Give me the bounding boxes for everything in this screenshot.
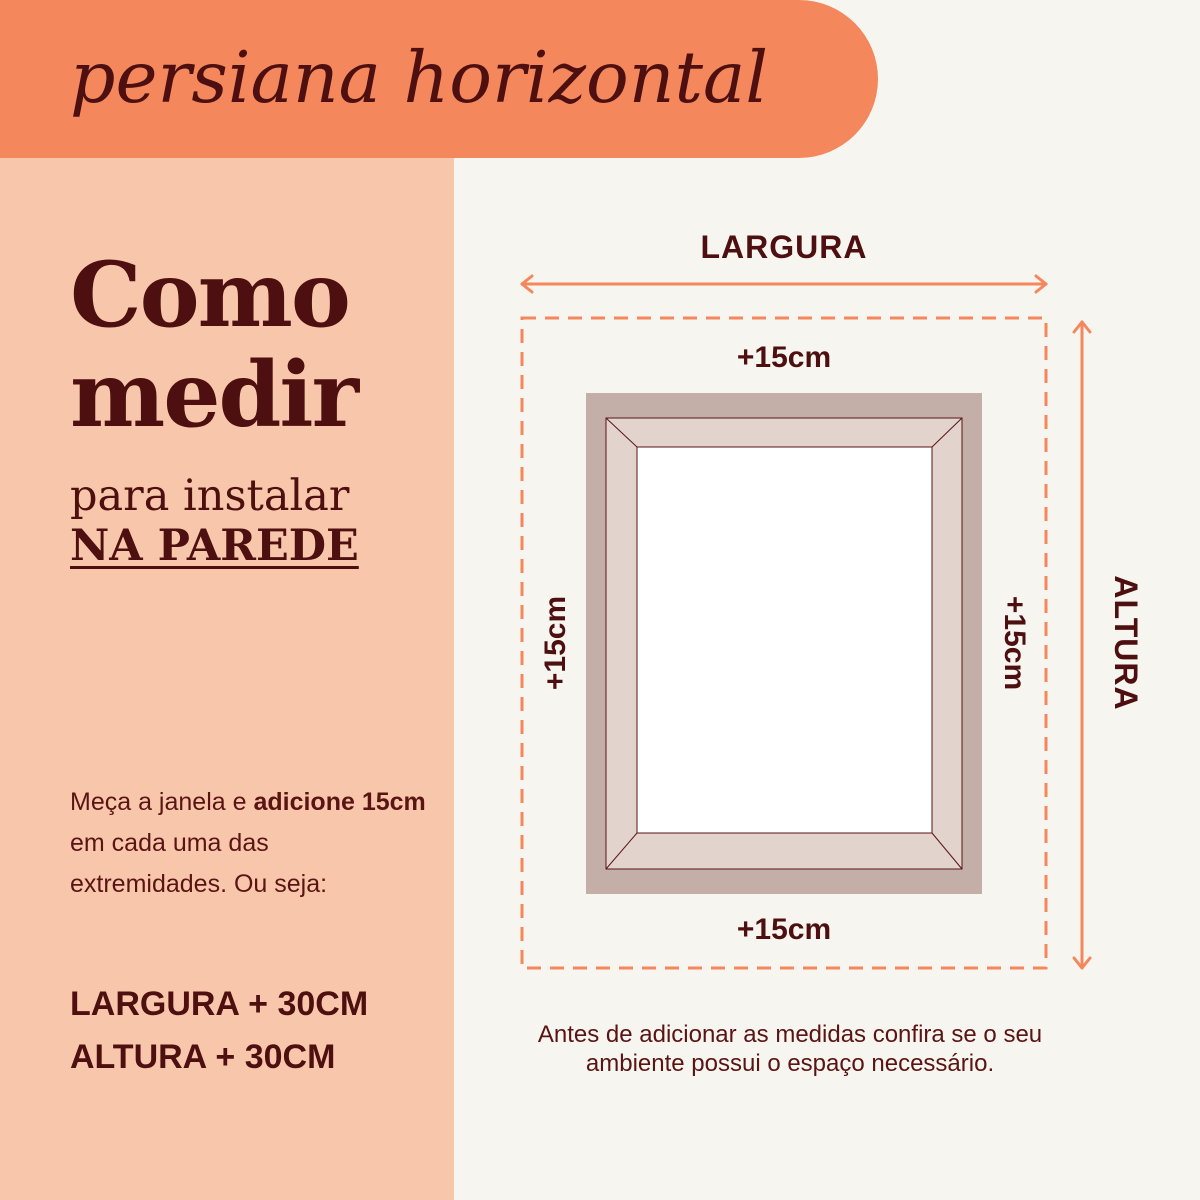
header-title: persiana horizontal <box>70 36 769 119</box>
instructions-part1: Meça a janela e <box>70 788 254 816</box>
height-arrow <box>1074 322 1090 968</box>
height-label: ALTURA <box>1108 575 1144 711</box>
instructions-text <box>70 782 430 905</box>
subheading-na-parede: NA PAREDE <box>70 521 359 571</box>
summary-height-rule: ALTURA + 30CM <box>70 1038 336 1076</box>
width-label: LARGURA <box>700 229 868 265</box>
window-glass <box>637 447 932 833</box>
heading-medir: medir <box>70 342 358 448</box>
offset-bottom-label: +15cm <box>736 913 832 946</box>
instructions-bold: adicione 15cm <box>253 788 426 816</box>
offset-top-label: +15cm <box>736 341 832 374</box>
width-arrow <box>522 276 1046 292</box>
header-banner <box>0 0 878 158</box>
instructions-part2: em cada uma das extremidades. Ou seja: <box>70 829 328 898</box>
heading-como: Como <box>70 242 349 348</box>
subheading-para-instalar: para instalar <box>70 471 350 521</box>
note-text: Antes de adicionar as medidas confira se o seu ambiente possui o espaço necessário. <box>537 1021 1043 1077</box>
offset-right-label: +15cm <box>998 595 1031 691</box>
summary-width-rule: LARGURA + 30CM <box>70 985 369 1023</box>
offset-left-label: +15cm <box>539 595 572 691</box>
